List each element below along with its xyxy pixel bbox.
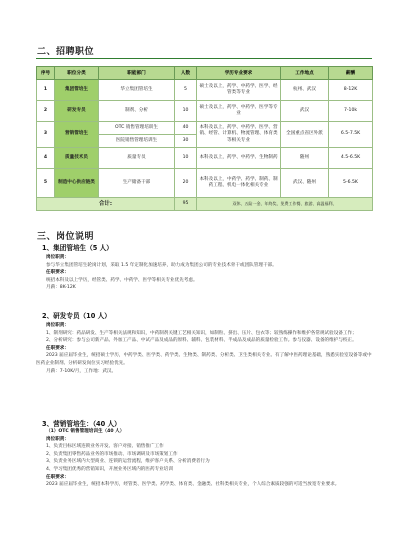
section-title-recruitment: 二、招聘职位 <box>37 47 95 57</box>
total-label: 合计: <box>37 198 175 211</box>
cell-dept: OTC 销售管理培训生 <box>99 122 175 135</box>
cell-no: 5 <box>37 169 55 198</box>
cell-salary: 5-6.5K <box>329 169 373 198</box>
subsection-heading: 2、研发专员（10 人） <box>42 312 111 320</box>
cell-count: 30 <box>175 135 197 148</box>
cell-count: 10 <box>175 148 197 169</box>
paragraph: 统招本科及以上学历，经管类、药学、中药学、医学等相关专业优先考虑。 <box>46 277 198 283</box>
table-row <box>37 101 373 122</box>
cell-salary: 7-10k <box>329 101 373 122</box>
cell-location: 随州 <box>281 148 329 169</box>
cell-edu: 本科及以上，中药学、药学、制药、制药工程、机电一体化相关专业 <box>197 169 281 198</box>
cell-location: 杭州、武汉 <box>281 80 329 101</box>
subsection-heading: 1、集团管培生（5 人） <box>42 244 113 252</box>
cell-location: 武汉、随州 <box>281 169 329 198</box>
cell-count: 20 <box>175 169 197 198</box>
col-header: 工作地点 <box>281 67 329 80</box>
cell-category: 研发专员 <box>55 101 99 122</box>
cell-count: 40 <box>175 122 197 135</box>
cell-count: 10 <box>175 101 197 122</box>
cell-no: 3 <box>37 122 55 148</box>
subsection-heading: 3、营销管培生：（40 人） <box>42 420 121 428</box>
section-body <box>36 322 372 375</box>
cell-dept: 质量专员 <box>99 148 175 169</box>
list-item: 4、学习集团优秀的营销知识，开展业务区域内的医药专业培训 <box>46 466 173 472</box>
salary-text: 月薪：8K-12K <box>46 285 76 291</box>
cell-no: 4 <box>37 148 55 169</box>
cell-edu: 本科及以上，药学、中药学、医学、营销、经管、计算机、物流管理、体育类等相关专业 <box>197 122 281 148</box>
col-header: 序号 <box>37 67 55 80</box>
cell-salary: 4.5-6.5K <box>329 148 373 169</box>
total-benefits: 双休、五险一金、年终奖、免费工作餐、旅游、高温福利、 <box>197 198 373 211</box>
cell-location: 全国重点省区外派 <box>281 122 329 148</box>
subsection-subheading: （1）OTC 销售管理培训生（40 人） <box>46 429 125 434</box>
cell-category: 质量技术员 <box>55 148 99 169</box>
table-row <box>37 80 373 101</box>
salary-text: 月薪：7-10K/月，工作地：武汉。 <box>46 368 117 374</box>
paragraph: 2023 届应届毕业生，统招硕士学历，中药学类、医学类、药学类、生物类、制药类、分析类、卫生类相关专业。有了解中医药理论基础，熟悉实验室设备等或中医药企业制剂、分析研发岗位实习经验优先。 <box>36 353 372 366</box>
requirement-label: 任职要求： <box>46 270 69 276</box>
requirement-label: 任职要求： <box>46 474 69 480</box>
list-item: 2、负责集团零售药品业务的市场推动、市场调研及市场策划工作 <box>46 451 178 457</box>
list-item: 3、负责业务区域内大型商业、连锁的运营流程，维护客户关系、分析消费者行为 <box>46 459 210 465</box>
col-header: 职能部门 <box>99 67 175 80</box>
cell-dept: 生产储备干部 <box>99 169 175 198</box>
col-header: 人数 <box>175 67 197 80</box>
cell-no: 1 <box>37 80 55 101</box>
section-divider <box>36 58 372 59</box>
positions-table <box>36 66 373 211</box>
paragraph: 2023 届应届毕业生，统招本科学历，经管类、医学类、药学类、体育类、金融类、社科类相关专业，个人综合素质较强的可适当放宽专业要求。 <box>46 482 340 488</box>
table-row <box>37 148 373 169</box>
duty-label: 岗位职责： <box>46 255 69 260</box>
cell-category: 营销管培生 <box>55 122 99 148</box>
cell-edu: 本科及以上，药学、中药学、生物制药 <box>197 148 281 169</box>
cell-location: 武汉 <box>281 101 329 122</box>
col-header: 职位分类 <box>55 67 99 80</box>
cell-salary: 8-12K <box>329 80 373 101</box>
list-item: 1、负责目标区域连锁业务开发、客户对接、销售推广工作 <box>46 444 164 450</box>
col-header: 学历专业要求 <box>197 67 281 80</box>
section-body <box>36 428 372 489</box>
cell-no: 2 <box>37 101 55 122</box>
requirement-label: 任职要求： <box>46 345 69 351</box>
duty-label: 岗位职责： <box>46 323 69 328</box>
cell-count: 5 <box>175 80 197 101</box>
col-header: 薪酬 <box>329 67 373 80</box>
cell-dept: 医院销售管理培训生 <box>99 135 175 148</box>
table-row <box>37 122 373 135</box>
table-header-row <box>37 67 373 80</box>
cell-salary: 6.5-7.5K <box>329 122 373 148</box>
cell-edu: 硕士及以上，药学、中药学、医学、经管类等专业 <box>197 80 281 101</box>
total-count: 95 <box>175 198 197 211</box>
paragraph: 2、分析研究：参与公司新产品、外加工产品、中试产品及成品的原料、辅料、包装材料、半成品及成品的质量检验工作。参与仪器、设备的维护与校正。 <box>46 338 357 344</box>
cell-edu: 硕士及以上，药学、中药学、医学等专业 <box>197 101 281 122</box>
paragraph: 1、制剂研究：药品研发、生产等相关法规和知识，中药制剂关键工艺相关知识，如制粒、挤出、压片、包衣等；较熟练操作和维护各常规试验设备工作； <box>46 330 357 336</box>
table-total-row <box>37 198 373 211</box>
paragraph: 参与华立集团管培生轮岗计划，采取 1.5 年定制化加速培养，助力成为集团公司的专业技术骨干或团队管理干部。 <box>46 262 277 268</box>
cell-dept: 制剂、分析 <box>99 101 175 122</box>
section-body <box>36 254 372 292</box>
table-row <box>37 169 373 198</box>
cell-dept: 华立集团管培生 <box>99 80 175 101</box>
duty-label: 岗位职责： <box>46 436 69 442</box>
cell-category: 制造中心供应链类 <box>55 169 99 198</box>
cell-category: 集团管培生 <box>55 80 99 101</box>
section-title-job-description: 三、岗位说明 <box>37 232 95 242</box>
